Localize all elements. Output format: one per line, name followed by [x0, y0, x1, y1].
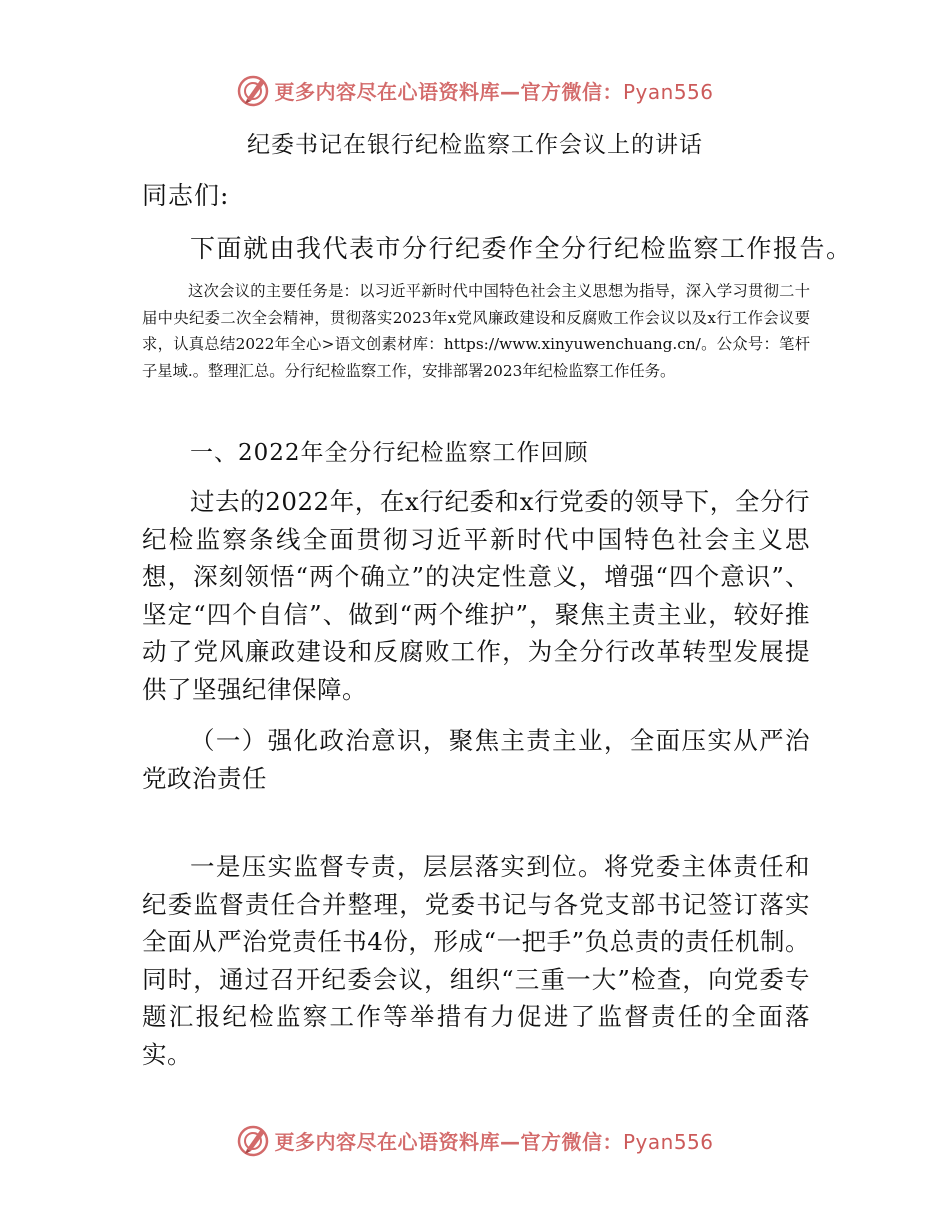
watermark-text: 更多内容尽在心语资料库—官方微信：Pyan556 — [274, 79, 714, 104]
pen-logo-icon — [236, 73, 270, 107]
wechat-id: Pyan556 — [622, 79, 714, 104]
supervision-paragraph: 一是压实监督专责，层层落实到位。将党委主体责任和纪委监督责任合并整理，党委书记与各党支部书记签订落实全面从严治党责任书4份，形成“一把手”负总责的责任机制。同时，通过召开纪委会议，组织“三重一大”检查，向党委专题汇报纪检监察工作等举措有力促进了监督责任的全面落实。 — [142, 852, 810, 1069]
page-title: 纪委书记在银行纪检监察工作会议上的讲话 — [247, 132, 703, 158]
watermark-banner-bottom — [0, 1120, 950, 1160]
review-paragraph: 过去的2022年，在x行纪委和x行党委的领导下，全分行纪检监察条线全面贯彻习近平新时代中国特色社会主义思想，深刻领悟“两个确立”的决定性意义，增强“四个意识”、坚定“四个自信”、做到“两个维护”，聚焦主责主业，较好推动了党风廉政建设和反腐败工作，为全分行改革转型发展提供了坚强纪律保障。 — [142, 487, 810, 704]
wechat-id: Pyan556 — [622, 1129, 714, 1154]
salutation: 同志们: — [142, 181, 230, 210]
watermark-text: 更多内容尽在心语资料库—官方微信：Pyan556 — [274, 1129, 714, 1154]
task-paragraph: 这次会议的主要任务是：以习近平新时代中国特色社会主义思想为指导，深入学习贯彻二十届中央纪委二次全会精神，贯彻落实2023年x党风廉政建设和反腐败工作会议以及x行工作会议要求，认真总结2022年全心>语文创素材库：https://www.xinyuwenchuang.cn/。公众号：笔杆子星域.。整理汇总。分行纪检监察工作，安排部署2023年纪检监察工作任务。 — [142, 282, 810, 380]
pen-logo-icon — [236, 1123, 270, 1157]
intro-paragraph: 下面就由我代表市分行纪委作全分行纪检监察工作报告。 — [190, 234, 853, 263]
watermark-banner-top — [0, 70, 950, 110]
subheading: （一）强化政治意识，聚焦主责主业，全面压实从严治党政治责任 — [142, 726, 810, 793]
section-heading: 一、2022年全分行纪检监察工作回顾 — [190, 440, 589, 466]
